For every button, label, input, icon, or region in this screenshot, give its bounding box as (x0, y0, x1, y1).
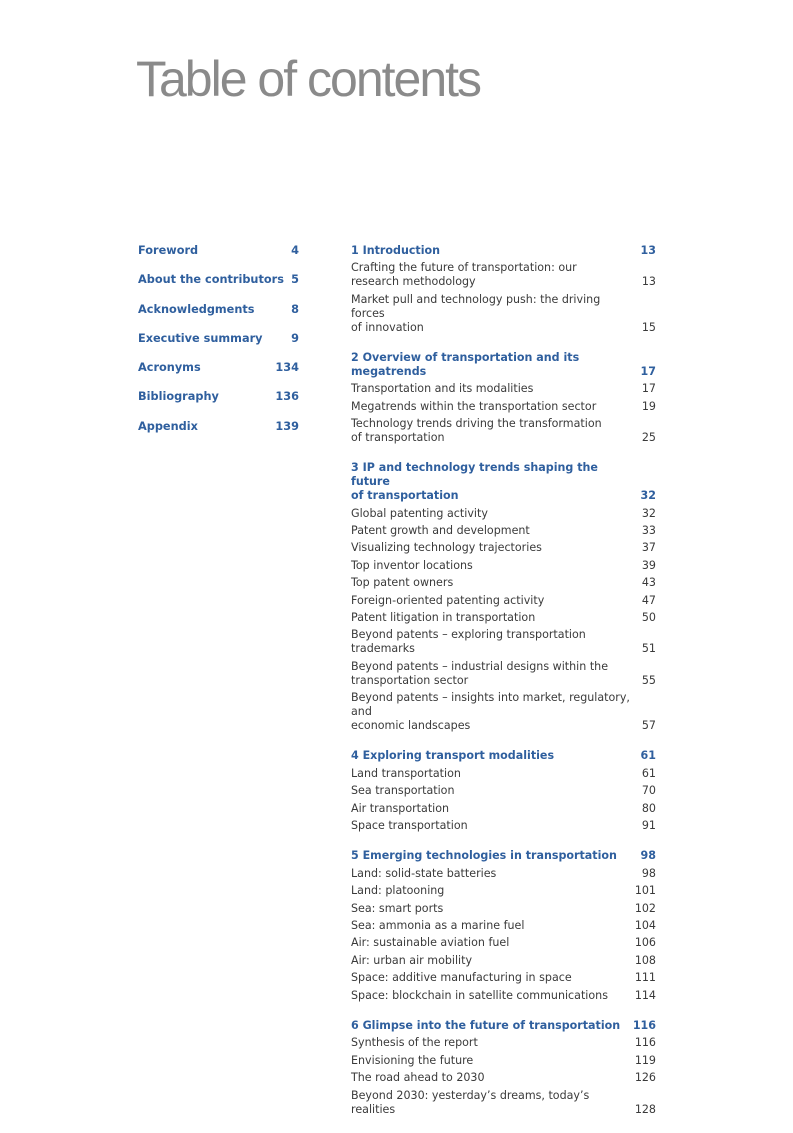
chapter-title: 1 Introduction (351, 244, 441, 257)
chapter-section (351, 244, 656, 334)
chapter-title: 6 Glimpse into the future of transportation (351, 1018, 621, 1032)
chapter-section (351, 351, 656, 445)
toc-entry[interactable] (351, 400, 656, 414)
chapter-title: 4 Exploring transport modalities (351, 749, 555, 763)
entry-label: The road ahead to 2030 (351, 1071, 485, 1085)
entry-page: 4 (291, 244, 299, 257)
toc-entry[interactable] (351, 576, 656, 590)
entry-label: Air: urban air mobility (351, 953, 473, 967)
page-title: Table of contents (136, 51, 481, 107)
entry-page: 5 (291, 273, 299, 287)
entry-label: Beyond patents – insights into market, regulatory, and economic landscapes (351, 691, 630, 732)
toc-entry[interactable] (351, 293, 656, 335)
entry-label: Technology trends driving the transformation of transportation (351, 417, 602, 444)
entry-label: Sea: ammonia as a marine fuel (351, 918, 525, 932)
toc-entry[interactable] (351, 954, 656, 968)
entry-label: Space: blockchain in satellite communications (351, 988, 608, 1002)
entry-label: About the contributors (138, 273, 284, 287)
entry-page: 108 (634, 953, 656, 967)
entry-page: 19 (641, 399, 656, 413)
entry-label: Foreword (138, 244, 199, 257)
entry-page: 47 (641, 593, 656, 607)
chapter-page: 32 (640, 489, 656, 503)
entry-label: Crafting the future of transportation: our research methodology (351, 261, 577, 289)
entry-label: Top patent owners (351, 576, 454, 590)
entry-page: 91 (641, 818, 656, 832)
entry-label: Global patenting activity (351, 506, 488, 520)
entry-label: Appendix (138, 419, 198, 433)
entry-page: 50 (641, 611, 656, 625)
entry-page: 17 (641, 382, 656, 396)
toc-entry[interactable] (351, 524, 656, 538)
entry-page: 13 (641, 275, 656, 289)
entry-page: 104 (634, 918, 656, 932)
entry-page: 61 (641, 766, 656, 780)
chapters-list (351, 244, 656, 1133)
chapter-page: 13 (640, 244, 656, 257)
entry-label: Beyond 2030: yesterday’s dreams, today’s realities (351, 1088, 590, 1116)
entry-label: Acknowledgments (138, 302, 255, 316)
entry-page: 70 (641, 784, 656, 798)
chapter-section (351, 1019, 656, 1116)
toc-entry[interactable] (351, 1054, 656, 1068)
toc-entry[interactable] (351, 936, 656, 950)
entry-page: 37 (641, 541, 656, 555)
entry-label: Land: platooning (351, 884, 445, 898)
entry-page: 106 (634, 936, 656, 950)
toc-entry[interactable] (351, 628, 656, 656)
toc-entry[interactable] (351, 784, 656, 798)
entry-label: Market pull and technology push: the driving forces of innovation (351, 292, 601, 334)
chapter-section (351, 749, 656, 833)
toc-entry-executive-summary[interactable] (138, 332, 299, 361)
entry-page: 136 (275, 390, 299, 404)
toc-entry[interactable] (351, 1089, 656, 1117)
toc-entry-about-contributors[interactable] (138, 273, 299, 302)
entry-page: 128 (634, 1102, 656, 1116)
front-matter-list (138, 244, 299, 449)
entry-label: Land transportation (351, 766, 461, 780)
toc-entry[interactable] (351, 417, 656, 445)
toc-entry[interactable] (351, 261, 656, 289)
toc-entry[interactable] (351, 919, 656, 933)
chapter-page: 17 (640, 364, 656, 378)
entry-page: 101 (634, 884, 656, 898)
chapter-page: 61 (640, 749, 656, 763)
entry-page: 55 (641, 673, 656, 687)
chapter-title: 5 Emerging technologies in transportation (351, 849, 617, 863)
toc-entry[interactable] (351, 971, 656, 985)
entry-label: Top inventor locations (351, 558, 473, 572)
entry-page: 98 (641, 866, 656, 880)
toc-entry[interactable] (351, 902, 656, 916)
entry-page: 33 (641, 524, 656, 537)
entry-label: Visualizing technology trajectories (351, 541, 542, 555)
entry-label: Air: sustainable aviation fuel (351, 936, 510, 950)
entry-page: 126 (634, 1071, 656, 1085)
entry-page: 134 (275, 361, 299, 375)
entry-label: Megatrends within the transportation sector (351, 399, 597, 413)
toc-entry-bibliography[interactable] (138, 390, 299, 419)
entry-page: 57 (641, 718, 656, 732)
toc-entry[interactable] (351, 989, 656, 1003)
entry-page: 111 (634, 971, 656, 985)
chapter-title: 3 IP and technology trends shaping the future of transportation (351, 461, 598, 503)
toc-entry-acknowledgments[interactable] (138, 303, 299, 332)
entry-label: Beyond patents – industrial designs within the transportation sector (351, 659, 609, 687)
entry-label: Space: additive manufacturing in space (351, 971, 572, 985)
chapter-heading[interactable] (351, 351, 656, 379)
toc-entry[interactable] (351, 660, 656, 688)
entry-label: Synthesis of the report (351, 1036, 478, 1050)
toc-entry[interactable] (351, 594, 656, 608)
entry-label: Patent growth and development (351, 524, 530, 537)
chapter-section (351, 461, 656, 732)
entry-page: 43 (641, 576, 656, 590)
toc-entry[interactable] (351, 1036, 656, 1050)
toc-entry[interactable] (351, 691, 656, 733)
chapter-page: 98 (640, 849, 656, 863)
toc-entry[interactable] (351, 867, 656, 881)
chapter-title: 2 Overview of transportation and its megatrends (351, 350, 580, 378)
entry-label: Bibliography (138, 390, 219, 404)
toc-entry[interactable] (351, 819, 656, 833)
entry-page: 119 (634, 1053, 656, 1067)
entry-label: Executive summary (138, 331, 263, 345)
entry-page: 139 (275, 419, 299, 433)
entry-label: Envisioning the future (351, 1053, 474, 1067)
chapter-section (351, 849, 656, 1002)
entry-page: 51 (641, 642, 656, 656)
toc-entry[interactable] (351, 541, 656, 555)
toc-entry[interactable] (351, 382, 656, 396)
toc-entry-appendix[interactable] (138, 420, 299, 449)
entry-label: Foreign-oriented patenting activity (351, 593, 545, 607)
chapter-heading[interactable] (351, 461, 656, 503)
entry-page: 32 (641, 506, 656, 520)
entry-label: Beyond patents – exploring transportation trademarks (351, 628, 586, 656)
entry-page: 116 (634, 1036, 656, 1050)
chapter-heading[interactable] (351, 1019, 656, 1033)
entry-page: 102 (634, 901, 656, 915)
entry-page: 9 (291, 331, 299, 345)
toc-entry[interactable] (351, 611, 656, 625)
toc-entry[interactable] (351, 1071, 656, 1085)
entry-page: 15 (641, 320, 656, 334)
entry-label: Transportation and its modalities (351, 382, 534, 396)
entry-page: 39 (641, 558, 656, 572)
entry-page: 8 (291, 302, 299, 316)
entry-label: Patent litigation in transportation (351, 611, 536, 625)
entry-label: Land: solid-state batteries (351, 866, 497, 880)
toc-entry[interactable] (351, 559, 656, 573)
toc-entry[interactable] (351, 767, 656, 781)
entry-page: 25 (641, 430, 656, 444)
entry-label: Space transportation (351, 818, 468, 832)
entry-label: Sea: smart ports (351, 901, 444, 915)
toc-entry-acronyms[interactable] (138, 361, 299, 390)
chapter-heading[interactable] (351, 244, 656, 258)
entry-label: Sea transportation (351, 784, 455, 798)
toc-entry[interactable] (351, 507, 656, 521)
toc-entry[interactable] (351, 802, 656, 816)
chapter-heading[interactable] (351, 849, 656, 863)
entry-page: 80 (641, 801, 656, 815)
entry-label: Air transportation (351, 801, 450, 815)
entry-label: Acronyms (138, 361, 201, 375)
entry-page: 114 (634, 988, 656, 1002)
toc-entry-foreword[interactable] (138, 244, 299, 273)
toc-entry[interactable] (351, 884, 656, 898)
chapter-page: 116 (632, 1018, 656, 1032)
chapter-heading[interactable] (351, 749, 656, 763)
